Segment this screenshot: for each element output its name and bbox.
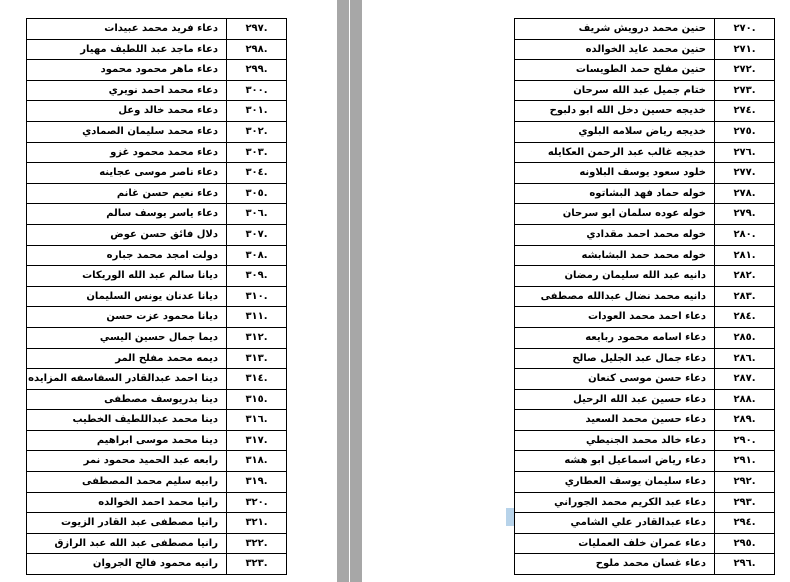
person-name-cell: خديجه غالب عبد الرحمن العكايله [515,142,715,163]
row-number-cell: ٣١٧. [227,430,287,451]
table-row [27,121,287,142]
table-row [515,472,775,493]
person-name-cell: دلال فائق حسن عوض [27,224,227,245]
person-name-cell: ديمه محمد مفلح المر [27,348,227,369]
table-row [27,39,287,60]
table-row [27,80,287,101]
table-row [27,286,287,307]
row-number-cell: ٢٨٩. [715,410,775,431]
row-number-cell: ٣٠٣. [227,142,287,163]
row-number-cell: ٢٨٢. [715,266,775,287]
person-name-cell: دعاء حسين عبد الله الرحيل [515,389,715,410]
person-name-cell: رابعه عبد الحميد محمود نمر [27,451,227,472]
person-name-cell: دانيه عبد الله سليمان رمضان [515,266,715,287]
page-separator-right [350,0,362,582]
table-row [27,224,287,245]
person-name-cell: دينا احمد عبدالقادر السفاسفه المزايده [27,369,227,390]
table-row [27,430,287,451]
person-name-cell: دعاء ماهر محمود محمود [27,60,227,81]
table-row [27,142,287,163]
person-name-cell: دعاء حسين محمد السعيد [515,410,715,431]
table-row [515,183,775,204]
row-number-cell: ٢٩٧. [227,19,287,40]
table-row [515,266,775,287]
person-name-cell: دعاء محمد محمود غزو [27,142,227,163]
row-number-cell: ٣٢١. [227,513,287,534]
row-number-cell: ٣١٣. [227,348,287,369]
person-name-cell: دعاء ماجد عبد اللطيف مهيار [27,39,227,60]
person-name-cell: دينا محمد موسى ابراهيم [27,430,227,451]
row-number-cell: ٢٩٥. [715,533,775,554]
row-number-cell: ٢٧٩. [715,204,775,225]
table-row [515,101,775,122]
person-name-cell: دانيه محمد نضال عبدالله مصطفى [515,286,715,307]
table-row [515,327,775,348]
row-number-cell: ٢٧٠. [715,19,775,40]
table-row [27,327,287,348]
row-number-cell: ٣٢٢. [227,533,287,554]
person-name-cell: دعاء محمد احمد نويري [27,80,227,101]
table-row [27,266,287,287]
row-number-cell: ٢٩١. [715,451,775,472]
person-name-cell: دعاء محمد خالد وعل [27,101,227,122]
table-row [27,389,287,410]
row-number-cell: ٢٨٥. [715,327,775,348]
row-number-cell: ٢٩٤. [715,513,775,534]
person-name-cell: دعاء فريد محمد عبيدات [27,19,227,40]
row-number-cell: ٣٠١. [227,101,287,122]
row-number-cell: ٢٩٦. [715,554,775,575]
person-name-cell: خوله حماد فهد البشاتوه [515,183,715,204]
table-row [515,204,775,225]
row-number-cell: ٣١٢. [227,327,287,348]
table-row [515,60,775,81]
table-row [27,183,287,204]
row-number-cell: ٣١٤. [227,369,287,390]
table-row [515,410,775,431]
person-name-cell: خديجه حسين دخل الله ابو دلبوح [515,101,715,122]
person-name-cell: دعاء رياض اسماعيل ابو هشه [515,451,715,472]
person-name-cell: رانيه محمود فالح الجروان [27,554,227,575]
table-row [27,410,287,431]
row-number-cell: ٢٩٢. [715,472,775,493]
page-separator-left [337,0,349,582]
person-name-cell: دعاء خالد محمد الجنيطي [515,430,715,451]
table-row [515,80,775,101]
person-name-cell: رانيا محمد احمد الخوالده [27,492,227,513]
table-row [515,39,775,60]
row-number-cell: ٢٩٨. [227,39,287,60]
person-name-cell: دعاء احمد محمد العودات [515,307,715,328]
person-name-cell: خوله عوده سلمان ابو سرحان [515,204,715,225]
table-row [27,533,287,554]
person-name-cell: رانيا مصطفى عبد الله عبد الرازق [27,533,227,554]
table-row [27,348,287,369]
row-number-cell: ٢٩٠. [715,430,775,451]
row-number-cell: ٣٠٨. [227,245,287,266]
person-name-cell: دعاء عمران خلف العمليات [515,533,715,554]
row-number-cell: ٢٧٧. [715,163,775,184]
table-row [515,121,775,142]
person-name-cell: ديانا عدنان يونس السليمان [27,286,227,307]
row-number-cell: ٢٨٤. [715,307,775,328]
row-number-cell: ٢٧٢. [715,60,775,81]
row-number-cell: ٢٧٥. [715,121,775,142]
person-name-cell: دينا بدريوسف مصطفى [27,389,227,410]
person-name-cell: ديانا سالم عبد الله الوريكات [27,266,227,287]
person-name-cell: دعاء غسان محمد ملوح [515,554,715,575]
person-name-cell: رابيه سليم محمد المصطفى [27,472,227,493]
table-row [27,204,287,225]
text-cursor-marker [506,508,514,526]
person-name-cell: حنين محمد درويش شريف [515,19,715,40]
left-page-name-table [26,18,287,575]
table-row [515,307,775,328]
person-name-cell: دينا محمد عبداللطيف الخطيب [27,410,227,431]
row-number-cell: ٢٧٦. [715,142,775,163]
person-name-cell: خوله محمد حمد البشابشه [515,245,715,266]
row-number-cell: ٣٠٥. [227,183,287,204]
row-number-cell: ٢٨٧. [715,369,775,390]
person-name-cell: رانيا مصطفى عبد القادر الزيوت [27,513,227,534]
row-number-cell: ٢٩٩. [227,60,287,81]
person-name-cell: دعاء ناصر موسى عجاينه [27,163,227,184]
row-number-cell: ٣١٩. [227,472,287,493]
person-name-cell: دعاء جمال عبد الجليل صالح [515,348,715,369]
row-number-cell: ٣٠٠. [227,80,287,101]
row-number-cell: ٢٧١. [715,39,775,60]
row-number-cell: ٣٠٧. [227,224,287,245]
row-number-cell: ٣١١. [227,307,287,328]
row-number-cell: ٢٧٨. [715,183,775,204]
person-name-cell: حنين مفلح حمد الطويسات [515,60,715,81]
person-name-cell: حنين محمد عايد الخوالده [515,39,715,60]
table-row [515,286,775,307]
table-row [515,142,775,163]
row-number-cell: ٢٨٣. [715,286,775,307]
table-row [27,19,287,40]
table-row [27,369,287,390]
table-row [515,389,775,410]
table-row [27,101,287,122]
person-name-cell: دعاء ياسر يوسف سالم [27,204,227,225]
table-row [515,492,775,513]
table-row [515,19,775,40]
table-row [27,513,287,534]
person-name-cell: ديانا محمود عزت حسن [27,307,227,328]
person-name-cell: دعاء اسامه محمود ربايعه [515,327,715,348]
person-name-cell: ختام جميل عبد الله سرحان [515,80,715,101]
table-row [27,163,287,184]
row-number-cell: ٢٧٤. [715,101,775,122]
table-row [515,533,775,554]
row-number-cell: ٢٨١. [715,245,775,266]
table-row [515,369,775,390]
table-row [27,451,287,472]
row-number-cell: ٣١٠. [227,286,287,307]
table-row [27,472,287,493]
person-name-cell: دولت امجد محمد جباره [27,245,227,266]
row-number-cell: ٢٨٨. [715,389,775,410]
row-number-cell: ٢٨٦. [715,348,775,369]
row-number-cell: ٢٧٣. [715,80,775,101]
row-number-cell: ٣٢٣. [227,554,287,575]
person-name-cell: دعاء عبد الكريم محمد الجوراني [515,492,715,513]
table-row [515,245,775,266]
table-row [27,60,287,81]
row-number-cell: ٢٨٠. [715,224,775,245]
table-row [515,513,775,534]
person-name-cell: دعاء سليمان يوسف العطاري [515,472,715,493]
row-number-cell: ٣١٦. [227,410,287,431]
table-row [515,224,775,245]
person-name-cell: خوله محمد احمد مقدادي [515,224,715,245]
person-name-cell: ديما جمال حسين اليسي [27,327,227,348]
table-row [515,348,775,369]
table-row [515,163,775,184]
row-number-cell: ٣٠٤. [227,163,287,184]
row-number-cell: ٢٩٣. [715,492,775,513]
table-row [27,245,287,266]
person-name-cell: دعاء محمد سليمان الصمادي [27,121,227,142]
person-name-cell: خلود سعود يوسف البلاونه [515,163,715,184]
right-page-name-table [514,18,775,575]
person-name-cell: دعاء حسن موسى كنعان [515,369,715,390]
row-number-cell: ٣٢٠. [227,492,287,513]
table-row [27,554,287,575]
row-number-cell: ٣٠٦. [227,204,287,225]
row-number-cell: ٣٠٩. [227,266,287,287]
table-row [515,430,775,451]
table-row [27,492,287,513]
row-number-cell: ٣٠٢. [227,121,287,142]
row-number-cell: ٣١٨. [227,451,287,472]
row-number-cell: ٣١٥. [227,389,287,410]
person-name-cell: دعاء عبدالقادر علي الشامي [515,513,715,534]
table-row [515,554,775,575]
person-name-cell: دعاء نعيم حسن غانم [27,183,227,204]
table-row [515,451,775,472]
table-row [27,307,287,328]
person-name-cell: خديجه رياض سلامه البلوي [515,121,715,142]
